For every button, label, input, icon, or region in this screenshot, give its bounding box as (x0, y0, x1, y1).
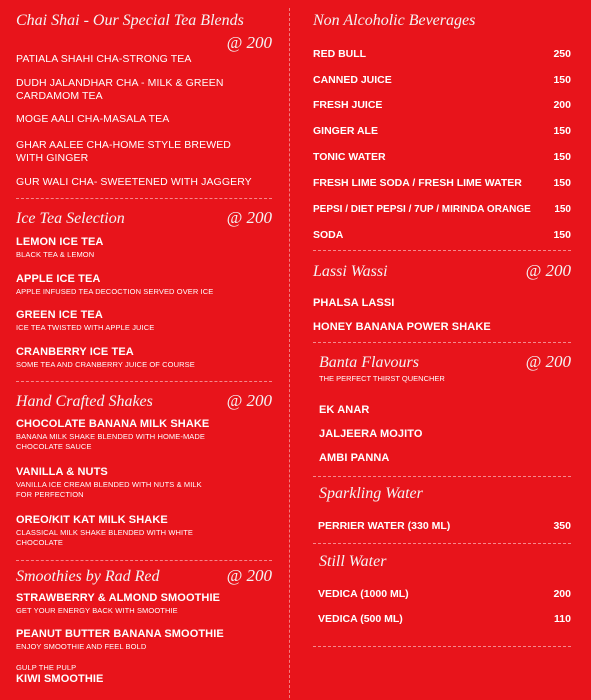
section-header-lassi: Lassi Wassi @ 200 (313, 261, 571, 280)
menu-item: GULP THE PULP KIWI SMOOTHIE (16, 663, 104, 685)
section-header-ice-tea: Ice Tea Selection @ 200 (16, 208, 272, 227)
section-header-chai (16, 12, 272, 30)
section-subtitle: THE PERFECT THIRST QUENCHER (319, 374, 445, 383)
column-divider (289, 8, 290, 698)
section-rule (313, 543, 571, 544)
menu-item: GHAR AALEE CHA-HOME STYLE BREWED WITH GINGER (16, 139, 231, 164)
menu-item: PERRIER WATER (330 ML) 350 (318, 520, 571, 532)
section-header-sparkling: Sparkling Water (319, 485, 423, 502)
menu-item: VANILLA & NUTS VANILLA ICE CREAM BLENDED WITH NUTS & MILK FOR PERFECTION (16, 466, 202, 499)
section-price: @ 200 (226, 33, 272, 52)
menu-item: DUDH JALANDHAR CHA - MILK & GREEN CARDAMOM TEA (16, 77, 224, 102)
menu-item: AMBI PANNA (319, 452, 390, 464)
section-header-shakes: Hand Crafted Shakes @ 200 (16, 391, 272, 410)
menu-item: PEANUT BUTTER BANANA SMOOTHIE ENJOY SMOOTHIE AND FEEL BOLD (16, 628, 224, 651)
menu-item: PHALSA LASSI (313, 297, 395, 309)
section-rule (313, 476, 571, 477)
section-rule (313, 646, 571, 647)
section-header-banta: Banta Flavours @ 200 (319, 352, 571, 371)
section-header-smoothies: Smoothies by Rad Red @ 200 (16, 566, 272, 585)
menu-item: CHOCOLATE BANANA MILK SHAKE BANANA MILK SHAKE BLENDED WITH HOME-MADE CHOCOLATE SAUCE (16, 418, 210, 451)
menu-item: SODA 150 (313, 229, 571, 241)
menu-item: HONEY BANANA POWER SHAKE (313, 321, 491, 333)
section-price-chai (16, 33, 272, 53)
menu-item: GREEN ICE TEA ICE TEA TWISTED WITH APPLE JUICE (16, 309, 155, 332)
section-title: Chai Shai - Our Special Tea Blends (16, 12, 244, 29)
menu-item: FRESH LIME SODA / FRESH LIME WATER 150 (313, 177, 571, 189)
menu-item: OREO/KIT KAT MILK SHAKE CLASSICAL MILK SHAKE BLENDED WITH WHITE CHOCOLATE (16, 514, 193, 547)
menu-item: JALJEERA MOJITO (319, 428, 423, 440)
menu-item: GINGER ALE 150 (313, 125, 571, 137)
menu-item: RED BULL 250 (313, 48, 571, 60)
menu-item: FRESH JUICE 200 (313, 99, 571, 111)
menu-item: GUR WALI CHA- SWEETENED WITH JAGGERY (16, 176, 252, 188)
menu-item: APPLE ICE TEA APPLE INFUSED TEA DECOCTION SERVED OVER ICE (16, 273, 214, 296)
menu-item: CRANBERRY ICE TEA SOME TEA AND CRANBERRY JUICE OF COURSE (16, 346, 195, 369)
menu-item: MOGE AALI CHA-MASALA TEA (16, 113, 170, 125)
menu-item: TONIC WATER 150 (313, 151, 571, 163)
section-rule (16, 560, 272, 561)
section-rule (313, 250, 571, 251)
menu-item: PATIALA SHAHI CHA-STRONG TEA (16, 53, 192, 65)
section-rule (313, 342, 571, 343)
menu-item: VEDICA (500 ML) 110 (318, 613, 571, 625)
menu-item: VEDICA (1000 ML) 200 (318, 588, 571, 600)
section-rule (16, 198, 272, 199)
menu-item: LEMON ICE TEA BLACK TEA & LEMON (16, 236, 104, 259)
menu-item: PEPSI / DIET PEPSI / 7UP / MIRINDA ORANGE 150 (313, 204, 571, 215)
section-header-non-alcoholic: Non Alcoholic Beverages (313, 12, 476, 29)
section-rule (16, 381, 272, 382)
menu-item: EK ANAR (319, 404, 370, 416)
menu-item: STRAWBERRY & ALMOND SMOOTHIE GET YOUR ENERGY BACK WITH SMOOTHIE (16, 592, 221, 615)
section-header-still: Still Water (319, 553, 387, 570)
menu-item: CANNED JUICE 150 (313, 74, 571, 86)
